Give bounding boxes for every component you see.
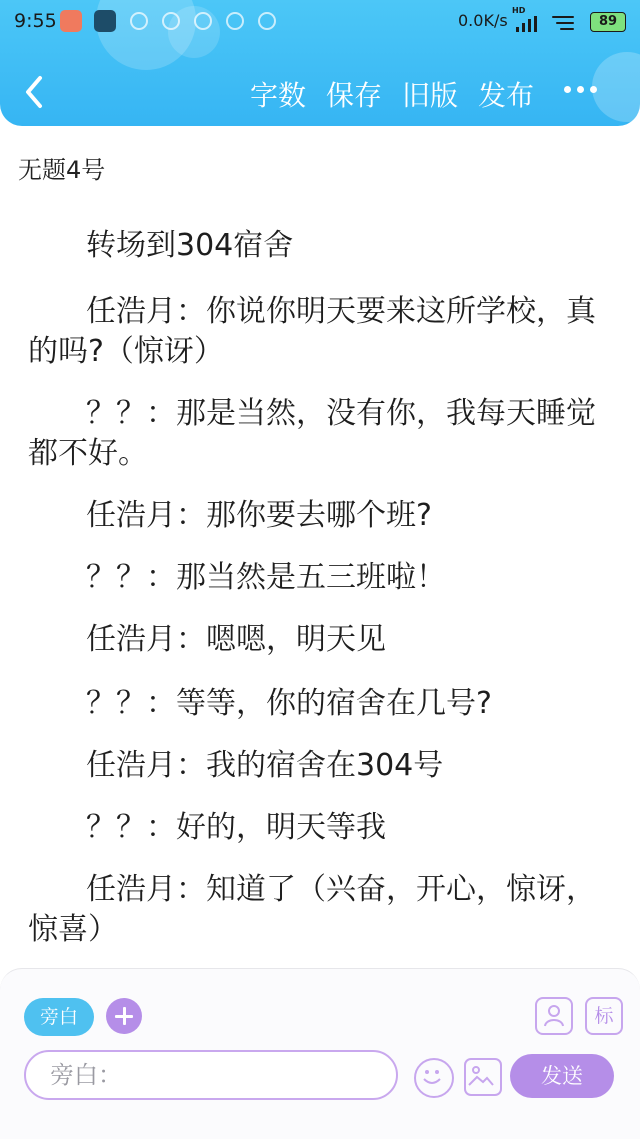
emoji-button[interactable] (414, 1058, 454, 1098)
script-paragraph[interactable]: 任浩月：你说你明天要来这所学校，真的吗?（惊讶） (28, 294, 596, 369)
chevron-left-icon (18, 72, 54, 112)
script-paragraph[interactable]: ？？：那是当然，没有你，我每天睡觉都不好。 (28, 396, 596, 471)
net-speed: 0.0K/s (458, 11, 508, 30)
notification-circle-icon (258, 12, 276, 30)
script-paragraph[interactable]: 任浩月：知道了（兴奋，开心，惊讶，惊喜） (28, 872, 596, 947)
script-paragraph[interactable]: 任浩月：嗯嗯，明天见 (86, 622, 386, 657)
status-time: 9:55 (14, 10, 57, 32)
save-button[interactable]: 保存 (326, 79, 383, 112)
notification-app-icon (60, 10, 82, 32)
signal-icon (516, 16, 542, 32)
back-button[interactable] (18, 72, 54, 112)
notification-circle-icon (162, 12, 180, 30)
more-button[interactable] (560, 82, 600, 98)
narration-input[interactable] (24, 1050, 398, 1100)
notification-circle-icon (226, 12, 244, 30)
role-tag-narration[interactable]: 旁白 (24, 998, 94, 1036)
script-paragraph[interactable]: 任浩月：我的宿舍在304号 (86, 748, 444, 783)
notification-circle-icon (194, 12, 212, 30)
menu-lines-icon (552, 14, 574, 30)
script-paragraph[interactable]: ？？：好的，明天等我 (86, 810, 386, 845)
script-paragraph[interactable]: ？？：那当然是五三班啦！ (86, 560, 446, 595)
old-version-button[interactable]: 旧版 (402, 79, 459, 112)
script-paragraph[interactable]: ？？：等等，你的宿舍在几号? (86, 686, 492, 721)
add-role-button[interactable] (106, 998, 142, 1034)
script-paragraph[interactable]: 任浩月：那你要去哪个班? (86, 498, 432, 533)
status-bar (0, 0, 640, 44)
mark-button[interactable]: 标 (585, 997, 623, 1035)
script-paragraph[interactable]: 转场到304宿舍 (86, 228, 294, 263)
send-button[interactable]: 发送 (510, 1054, 614, 1098)
word-count-button[interactable]: 字数 (250, 79, 307, 112)
more-dots-icon (564, 86, 571, 93)
image-icon (464, 1058, 498, 1092)
document-title: 无题4号 (18, 156, 106, 184)
smiley-icon (414, 1058, 450, 1094)
network-badge: HD (512, 6, 526, 15)
image-button[interactable] (464, 1058, 502, 1096)
notification-circle-icon (130, 12, 148, 30)
notification-app-icon (94, 10, 116, 32)
battery-icon: 89 (590, 12, 626, 32)
publish-button[interactable]: 发布 (478, 79, 535, 112)
person-card-icon[interactable] (535, 997, 573, 1035)
app-header (0, 0, 640, 126)
